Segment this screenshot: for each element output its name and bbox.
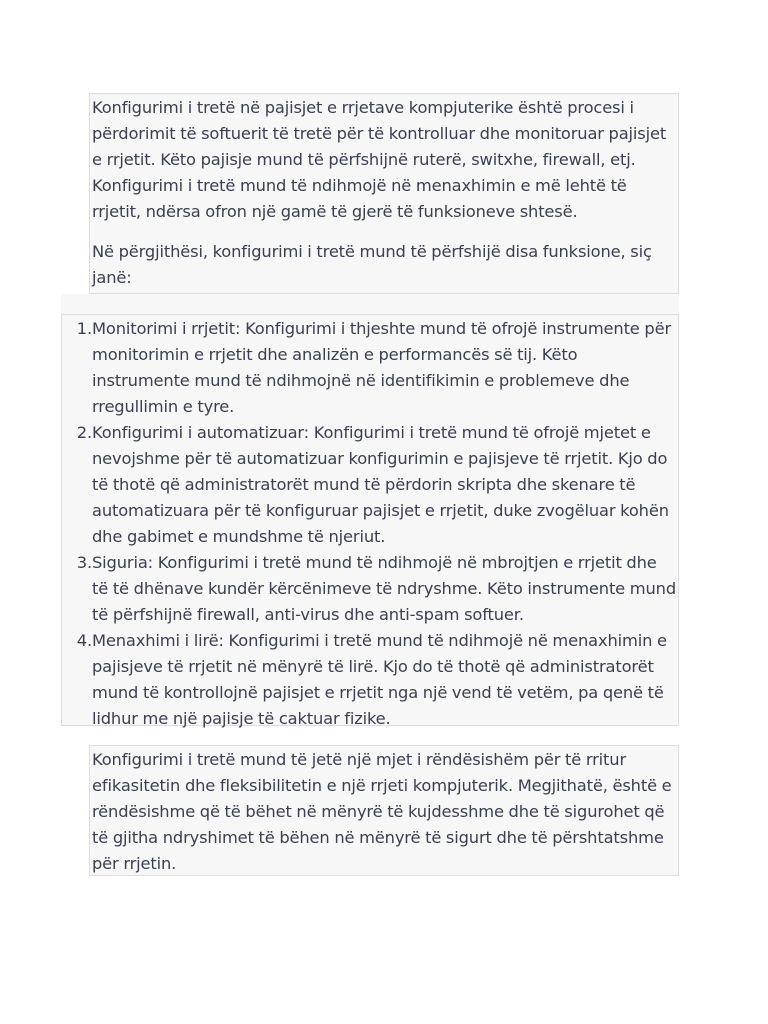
list-item-number: 4. [76, 631, 92, 650]
list-item [64, 550, 676, 628]
list-item [64, 420, 676, 550]
intro-lead-in-paragraph: Në përgjithësi, konfigurimi i tretë mund të përfshijë disa funksione, siç janë: [92, 242, 652, 287]
section-separator [61, 294, 679, 314]
functions-list [64, 316, 676, 732]
list-item-text: Monitorimi i rrjetit: Konfigurimi i thjeshte mund të ofrojë instrumente për monitorimin e rrjetit dhe analizën e performancës së tij. Këto instrumente mund të ndihmojnë në identifikimin e problemeve dhe rregullimin e tyre. [92, 319, 671, 416]
conclusion-section [89, 745, 679, 876]
list-item-text: Menaxhimi i lirë: Konfigurimi i tretë mund të ndihmojë në menaxhimin e pajisjeve të rrjetit në mënyrë të lirë. Kjo do të thotë që administratorët mund të kontrollojnë pajisjet e rrjetit nga një vend të vetëm, pa qenë të lidhur me një pajisje të caktuar fizike. [92, 631, 667, 728]
list-item [64, 316, 676, 420]
list-item-number: 1. [76, 319, 92, 338]
intro-paragraph: Konfigurimi i tretë në pajisjet e rrjetave kompjuterike është procesi i përdorimit të softuerit të tretë për të kontrolluar dhe monitoruar pajisjet e rrjetit. Këto pajisje mund të përfshijnë ruterë, switxhe, firewall, etj. Konfigurimi i tretë mund të ndihmojë në menaxhimin e më lehtë të rrjetit, ndërsa ofron një gamë të gjerë të funksioneve shtesë. [92, 98, 667, 221]
list-item-text: Konfigurimi i automatizuar: Konfigurimi i tretë mund të ofrojë mjetet e nevojshme për të automatizuar konfigurimin e pajisjeve të rrjetit. Kjo do të thotë që administratorët mund të përdorin skripta dhe skenare të automatizuara për të konfiguruar pajisjet e rrjetit, duke zvogëluar kohën dhe gabimet e mundshme të njeriut. [92, 423, 669, 546]
list-item-number: 2. [76, 423, 92, 442]
functions-list-section [61, 314, 679, 726]
conclusion-paragraph: Konfigurimi i tretë mund të jetë një mjet i rëndësishëm për të rritur efikasitetin dhe fleksibilitetin e një rrjeti kompjuterik. Megjithatë, është e rëndësishme që të bëhet në mënyrë të kujdesshme dhe të sigurohet që të gjitha ndryshimet të bëhen në mënyrë të sigurt dhe të përshtatshme për rrjetin. [92, 750, 672, 873]
list-item [64, 628, 676, 732]
list-item-text: Siguria: Konfigurimi i tretë mund të ndihmojë në mbrojtjen e rrjetit dhe të të dhënave kundër kërcënimeve të ndryshme. Këto instrumente mund të përfshijnë firewall, anti-virus dhe anti-spam softuer. [92, 553, 677, 624]
list-item-number: 3. [76, 553, 92, 572]
intro-section [89, 93, 679, 294]
